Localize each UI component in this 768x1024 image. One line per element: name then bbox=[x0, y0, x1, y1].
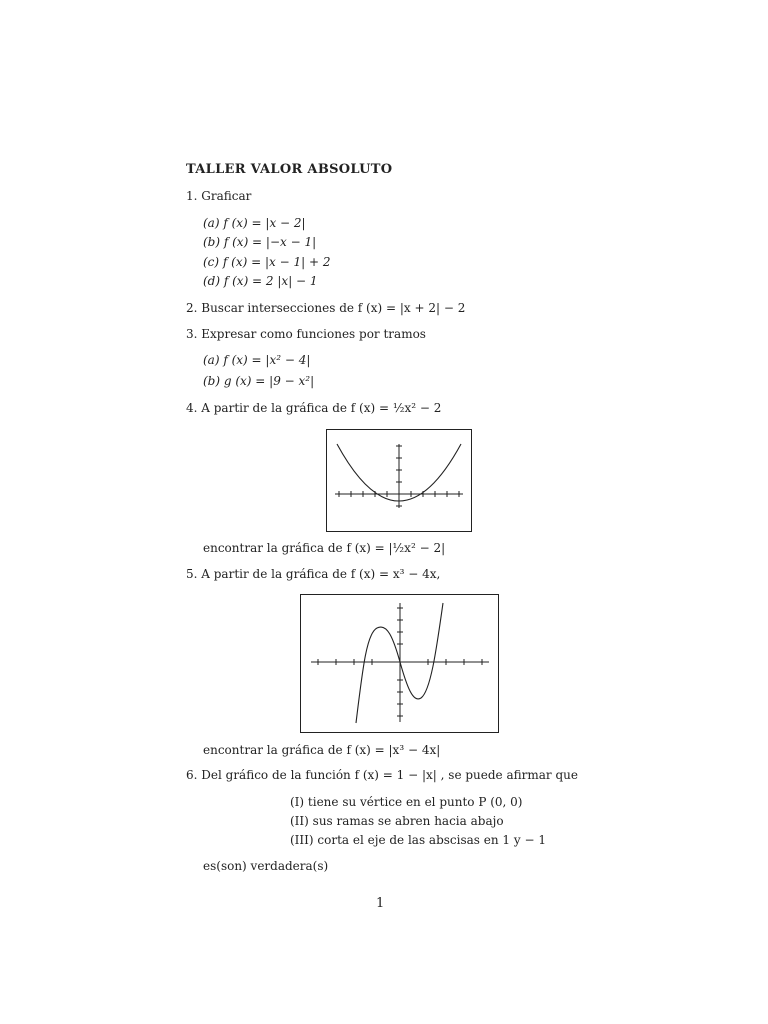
question-1-label: 1. Graficar bbox=[186, 189, 252, 203]
q6-conclusion: es(son) verdadera(s) bbox=[203, 859, 329, 873]
question-5: 5. A partir de la gráfica de f (x) = x³ − 4x, bbox=[186, 567, 441, 581]
page-number: 1 bbox=[376, 896, 385, 911]
q1-item-c: (c) f (x) = |x − 1| + 2 bbox=[203, 255, 331, 269]
question-6: 6. Del gráfico de la función f (x) = 1 − |x| , se puede afirmar que bbox=[186, 768, 578, 782]
q1-item-a: (a) f (x) = |x − 2| bbox=[203, 216, 306, 230]
parabola-graph bbox=[326, 429, 472, 532]
q1-item-b: (b) f (x) = |−x − 1| bbox=[203, 235, 317, 249]
q3-item-a: (a) f (x) = |x² − 4| bbox=[203, 353, 311, 367]
q5-followup: encontrar la gráfica de f (x) = |x³ − 4x| bbox=[203, 743, 441, 757]
q4-followup: encontrar la gráfica de f (x) = |½x² − 2| bbox=[203, 541, 446, 555]
q1-item-d: (d) f (x) = 2 |x| − 1 bbox=[203, 274, 318, 288]
q3-item-b: (b) g (x) = |9 − x²| bbox=[203, 374, 315, 388]
q6-claim-1: (I) tiene su vértice en el punto P (0, 0) bbox=[290, 795, 523, 809]
question-2: 2. Buscar intersecciones de f (x) = |x + 2| − 2 bbox=[186, 301, 466, 315]
question-3-label: 3. Expresar como funciones por tramos bbox=[186, 327, 426, 341]
page-title: TALLER VALOR ABSOLUTO bbox=[186, 162, 393, 177]
question-4: 4. A partir de la gráfica de f (x) = ½x² − 2 bbox=[186, 401, 442, 415]
cubic-graph bbox=[300, 594, 499, 733]
q6-claim-3: (III) corta el eje de las abscisas en 1 y − 1 bbox=[290, 833, 546, 847]
q6-claim-2: (II) sus ramas se abren hacia abajo bbox=[290, 814, 504, 828]
